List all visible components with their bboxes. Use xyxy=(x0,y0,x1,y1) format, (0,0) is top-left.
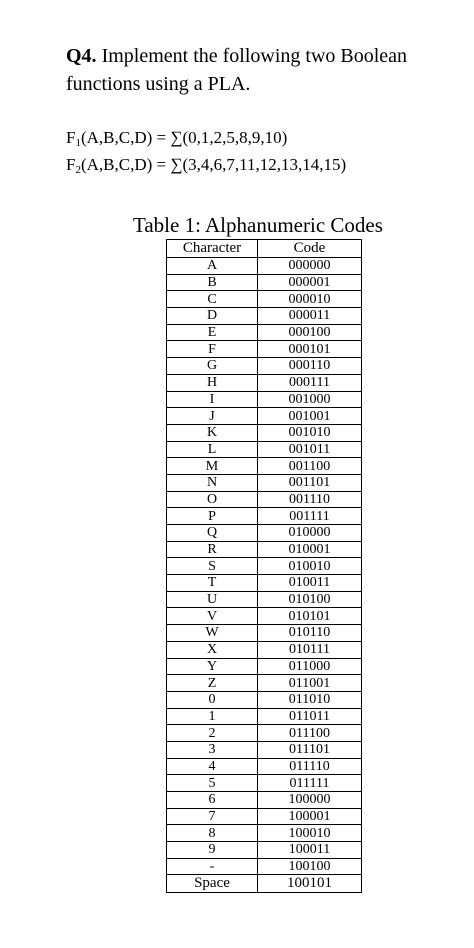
table-row xyxy=(167,458,362,475)
code-cell: 010111 xyxy=(258,641,362,658)
table-row xyxy=(167,825,362,842)
code-cell: 100001 xyxy=(258,808,362,825)
function-f2-subscript: 2 xyxy=(75,164,81,176)
code-cell: 010101 xyxy=(258,608,362,625)
table-row xyxy=(167,658,362,675)
table-row xyxy=(167,508,362,525)
table-caption: Table 1: Alphanumeric Codes xyxy=(133,213,383,237)
code-cell: 100010 xyxy=(258,825,362,842)
table-row xyxy=(167,258,362,275)
function-f2 xyxy=(66,154,346,176)
table-row xyxy=(167,374,362,391)
character-cell: E xyxy=(167,324,258,341)
character-cell: 9 xyxy=(167,842,258,859)
function-f1-subscript: 1 xyxy=(75,137,81,149)
table-header-row xyxy=(167,240,362,258)
table-row xyxy=(167,708,362,725)
character-cell: 5 xyxy=(167,775,258,792)
table-row xyxy=(167,741,362,758)
code-cell: 001001 xyxy=(258,408,362,425)
code-cell: 010011 xyxy=(258,575,362,592)
code-cell: 100101 xyxy=(258,875,362,893)
character-cell: 8 xyxy=(167,825,258,842)
table-row xyxy=(167,525,362,542)
character-cell: W xyxy=(167,625,258,642)
table-row xyxy=(167,341,362,358)
code-cell: 000111 xyxy=(258,374,362,391)
table-row xyxy=(167,558,362,575)
table-row xyxy=(167,391,362,408)
code-cell: 011001 xyxy=(258,675,362,692)
table-row xyxy=(167,858,362,875)
function-f1-name: F xyxy=(66,128,76,147)
table-row xyxy=(167,474,362,491)
character-cell: I xyxy=(167,391,258,408)
function-f1-expression: (A,B,C,D) = ∑(0,1,2,5,8,9,10) xyxy=(80,128,288,147)
character-cell: T xyxy=(167,575,258,592)
code-cell: 011101 xyxy=(258,741,362,758)
code-cell: 000101 xyxy=(258,341,362,358)
character-cell: 4 xyxy=(167,758,258,775)
character-cell: Space xyxy=(167,875,258,893)
character-cell: S xyxy=(167,558,258,575)
code-cell: 001011 xyxy=(258,441,362,458)
code-cell: 010001 xyxy=(258,541,362,558)
table-row xyxy=(167,675,362,692)
function-f2-name: F xyxy=(66,155,76,174)
character-cell: 0 xyxy=(167,691,258,708)
code-cell: 100011 xyxy=(258,842,362,859)
code-cell: 100100 xyxy=(258,858,362,875)
table-row xyxy=(167,575,362,592)
character-cell: R xyxy=(167,541,258,558)
character-cell: H xyxy=(167,374,258,391)
code-cell: 001000 xyxy=(258,391,362,408)
table-row xyxy=(167,842,362,859)
code-cell: 011011 xyxy=(258,708,362,725)
table-row xyxy=(167,324,362,341)
character-cell: Z xyxy=(167,675,258,692)
code-cell: 010110 xyxy=(258,625,362,642)
code-cell: 000100 xyxy=(258,324,362,341)
code-cell: 011000 xyxy=(258,658,362,675)
character-cell: B xyxy=(167,274,258,291)
function-f2-expression: (A,B,C,D) = ∑(3,4,6,7,11,12,13,14,15) xyxy=(80,155,347,174)
code-cell: 000001 xyxy=(258,274,362,291)
character-cell: P xyxy=(167,508,258,525)
character-cell: C xyxy=(167,291,258,308)
code-cell: 000010 xyxy=(258,291,362,308)
code-cell: 010010 xyxy=(258,558,362,575)
table-row xyxy=(167,274,362,291)
character-cell: Y xyxy=(167,658,258,675)
table-row xyxy=(167,541,362,558)
character-cell: X xyxy=(167,641,258,658)
character-cell: U xyxy=(167,591,258,608)
code-cell: 001111 xyxy=(258,508,362,525)
table-row xyxy=(167,758,362,775)
table-row xyxy=(167,591,362,608)
character-cell: N xyxy=(167,474,258,491)
character-cell: G xyxy=(167,358,258,375)
character-cell: - xyxy=(167,858,258,875)
character-cell: D xyxy=(167,308,258,325)
code-cell: 001110 xyxy=(258,491,362,508)
table-row xyxy=(167,808,362,825)
table-row xyxy=(167,291,362,308)
table-body xyxy=(167,258,362,893)
character-cell: A xyxy=(167,258,258,275)
table-row xyxy=(167,408,362,425)
code-cell: 011010 xyxy=(258,691,362,708)
character-cell: M xyxy=(167,458,258,475)
code-cell: 010100 xyxy=(258,591,362,608)
table-row xyxy=(167,725,362,742)
header-character: Character xyxy=(167,240,258,258)
table-row xyxy=(167,424,362,441)
code-cell: 010000 xyxy=(258,525,362,542)
character-cell: K xyxy=(167,424,258,441)
code-cell: 000000 xyxy=(258,258,362,275)
character-cell: 3 xyxy=(167,741,258,758)
character-cell: J xyxy=(167,408,258,425)
alphanumeric-codes-table xyxy=(166,239,362,893)
character-cell: 6 xyxy=(167,792,258,809)
table-row xyxy=(167,775,362,792)
character-cell: 2 xyxy=(167,725,258,742)
question-text xyxy=(66,42,446,98)
code-cell: 011110 xyxy=(258,758,362,775)
table-row xyxy=(167,441,362,458)
character-cell: V xyxy=(167,608,258,625)
table-row xyxy=(167,491,362,508)
table-row xyxy=(167,358,362,375)
table-row xyxy=(167,308,362,325)
function-f1 xyxy=(66,127,287,149)
table-row xyxy=(167,792,362,809)
header-code: Code xyxy=(258,240,362,258)
table-row xyxy=(167,608,362,625)
code-cell: 000110 xyxy=(258,358,362,375)
character-cell: 7 xyxy=(167,808,258,825)
code-cell: 100000 xyxy=(258,792,362,809)
question-body: Implement the following two Boolean functions using a PLA. xyxy=(66,45,408,95)
character-cell: O xyxy=(167,491,258,508)
table-row xyxy=(167,875,362,893)
question-number: Q4. xyxy=(66,45,97,67)
table-row xyxy=(167,641,362,658)
code-cell: 001100 xyxy=(258,458,362,475)
character-cell: F xyxy=(167,341,258,358)
code-cell: 001010 xyxy=(258,424,362,441)
code-cell: 011111 xyxy=(258,775,362,792)
character-cell: Q xyxy=(167,525,258,542)
code-cell: 000011 xyxy=(258,308,362,325)
character-cell: 1 xyxy=(167,708,258,725)
code-cell: 001101 xyxy=(258,474,362,491)
code-cell: 011100 xyxy=(258,725,362,742)
character-cell: L xyxy=(167,441,258,458)
table-row xyxy=(167,691,362,708)
table-row xyxy=(167,625,362,642)
